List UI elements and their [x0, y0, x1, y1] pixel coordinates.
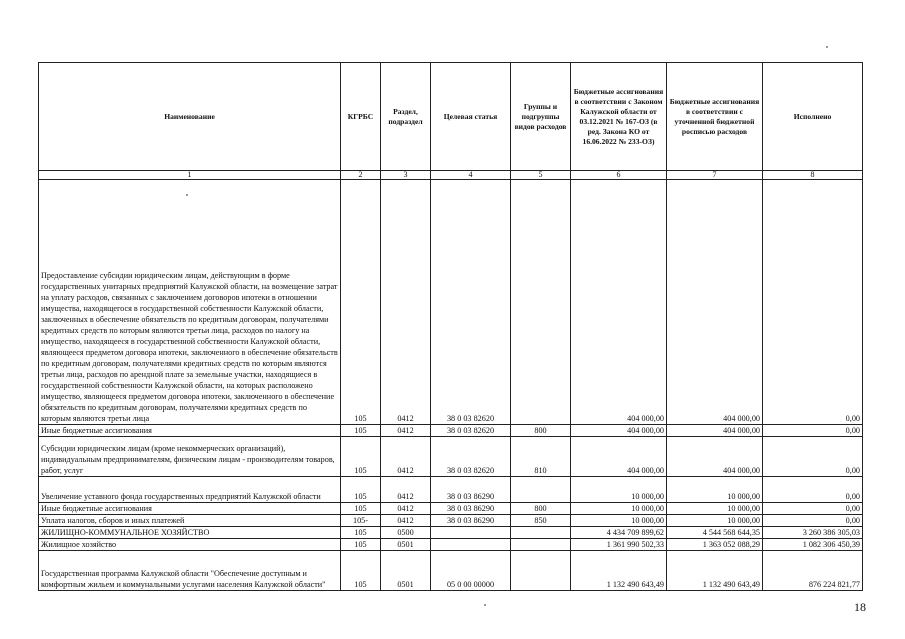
row-refined: 4 544 568 644,35: [667, 527, 763, 539]
budget-table: [38, 62, 863, 591]
column-number: 7: [667, 171, 763, 180]
row-done: 0,00: [763, 437, 863, 477]
row-law: 404 000,00: [571, 180, 667, 425]
row-name: ЖИЛИЩНО-КОММУНАЛЬНОЕ ХОЗЯЙСТВО: [39, 527, 341, 539]
row-name: Жилищное хозяйство: [39, 539, 341, 551]
row-refined: 404 000,00: [667, 425, 763, 437]
row-law: 10 000,00: [571, 503, 667, 515]
row-name: Предоставление субсидии юридическим лицам, действующим в форме государственных унитарных предприятий Калужской области, на возмещение затрат на уплату расходов, связанных с заключением договоров ипотеки в отношении имущества, находящегося в государственной собственности Калужской области, заключенных в обеспечение обязательств по кредитным договорам, получателями кредитных средств по которым являются третьи лица, расходов по налогу на имущество, находящееся в государственной собственности Калужской области, являющееся предметом договора ипотеки, заключенного в обеспечение обязательств по кредитным договорам, получателями кредитных средств по которым являются третьи лица, расходов по арендной плате за земельные участки, находящиеся в государственной собственности Калужской области, на которых расположено имущество, являющееся предметом договора ипотеки, заключенного в обеспечение обязательств по кредитным договорам, получателями кредитных средств по которым являются третьи лица: [39, 180, 341, 425]
row-name: Увеличение уставного фонда государственных предприятий Калужской области: [39, 477, 341, 503]
row-group: 850: [511, 515, 571, 527]
row-target: 38 0 03 86290: [431, 477, 511, 503]
row-done: 0,00: [763, 515, 863, 527]
header-section: Раздел, подраздел: [381, 63, 431, 171]
row-target: 38 0 03 86290: [431, 503, 511, 515]
row-law: 404 000,00: [571, 425, 667, 437]
column-number: 5: [511, 171, 571, 180]
row-done: 1 082 306 450,39: [763, 539, 863, 551]
row-name: Государственная программа Калужской области "Обеспечение доступным и комфортным жильем и коммунальными услугами населения Калужской области": [39, 551, 341, 591]
row-target: 38 0 03 86290: [431, 515, 511, 527]
row-done: 0,00: [763, 425, 863, 437]
row-law: 10 000,00: [571, 477, 667, 503]
row-group: [511, 551, 571, 591]
row-section: 0501: [381, 539, 431, 551]
row-section: 0500: [381, 527, 431, 539]
row-target: 38 0 03 82620: [431, 425, 511, 437]
row-section: 0412: [381, 425, 431, 437]
table-row: [39, 180, 863, 425]
row-group: 810: [511, 437, 571, 477]
row-law: 1 132 490 643,49: [571, 551, 667, 591]
table-row: [39, 477, 863, 503]
header-law-allocation: Бюджетные ассигнования в соответствии с Законом Калужской области от 03.12.2021 № 167-ОЗ (в ред. Закона КО от 16.06.2022 № 233-ОЗ): [571, 63, 667, 171]
table-row: [39, 503, 863, 515]
header-group: Группы и подгруппы видов расходов: [511, 63, 571, 171]
row-target: 05 0 00 00000: [431, 551, 511, 591]
row-refined: 404 000,00: [667, 180, 763, 425]
row-name: Субсидии юридическим лицам (кроме некоммерческих организаций), индивидуальным предпринимателям, физическим лицам - производителям товаров, работ, услуг: [39, 437, 341, 477]
table-row: [39, 551, 863, 591]
row-group: 800: [511, 503, 571, 515]
column-number: 1: [39, 171, 341, 180]
header-refined-allocation: Бюджетные ассигнования в соответствии с уточненной бюджетной росписью расходов: [667, 63, 763, 171]
page-number: 18: [854, 600, 866, 614]
row-section: 0412: [381, 180, 431, 425]
scan-speck: [826, 46, 828, 48]
row-section: 0412: [381, 477, 431, 503]
column-number: 6: [571, 171, 667, 180]
row-name: Уплата налогов, сборов и иных платежей: [39, 515, 341, 527]
table-row: [39, 527, 863, 539]
row-done: 0,00: [763, 477, 863, 503]
row-group: [511, 180, 571, 425]
row-target: [431, 527, 511, 539]
row-section: 0501: [381, 551, 431, 591]
column-number: 2: [341, 171, 381, 180]
row-section: 0412: [381, 515, 431, 527]
scan-speck: [484, 604, 486, 606]
row-target: 38 0 03 82620: [431, 180, 511, 425]
row-kgrbs: 105: [341, 551, 381, 591]
row-section: 0412: [381, 437, 431, 477]
row-law: 404 000,00: [571, 437, 667, 477]
column-number-row: [39, 171, 863, 180]
row-refined: 10 000,00: [667, 503, 763, 515]
table-row: [39, 539, 863, 551]
row-name: Иные бюджетные ассигнования: [39, 503, 341, 515]
row-kgrbs: 105: [341, 437, 381, 477]
row-law: 4 434 709 899,62: [571, 527, 667, 539]
row-kgrbs: 105: [341, 425, 381, 437]
table-row: [39, 425, 863, 437]
row-target: 38 0 03 82620: [431, 437, 511, 477]
row-kgrbs: 105: [341, 527, 381, 539]
header-kgrbs: КГРБС: [341, 63, 381, 171]
column-number: 3: [381, 171, 431, 180]
row-refined: 1 132 490 643,49: [667, 551, 763, 591]
row-done: 0,00: [763, 180, 863, 425]
header-executed: Исполнено: [763, 63, 863, 171]
table-row: [39, 515, 863, 527]
row-kgrbs: 105: [341, 539, 381, 551]
scan-speck: [186, 194, 188, 196]
row-refined: 404 000,00: [667, 437, 763, 477]
row-target: [431, 539, 511, 551]
row-kgrbs: 105: [341, 477, 381, 503]
header-target: Целевая статья: [431, 63, 511, 171]
row-group: [511, 527, 571, 539]
row-law: 10 000,00: [571, 515, 667, 527]
row-kgrbs: 105: [341, 503, 381, 515]
row-done: 3 260 386 305,03: [763, 527, 863, 539]
row-law: 1 361 990 502,33: [571, 539, 667, 551]
row-group: [511, 477, 571, 503]
row-refined: 10 000,00: [667, 477, 763, 503]
row-section: 0412: [381, 503, 431, 515]
row-kgrbs: 105: [341, 180, 381, 425]
row-name: Иные бюджетные ассигнования: [39, 425, 341, 437]
row-kgrbs: 105-: [341, 515, 381, 527]
column-number: 8: [763, 171, 863, 180]
header-name: Наименование: [39, 63, 341, 171]
row-refined: 1 363 052 088,29: [667, 539, 763, 551]
row-done: 876 224 821,77: [763, 551, 863, 591]
row-refined: 10 000,00: [667, 515, 763, 527]
header-row: [39, 63, 863, 171]
row-done: 0,00: [763, 503, 863, 515]
row-group: [511, 539, 571, 551]
row-group: 800: [511, 425, 571, 437]
table-row: [39, 437, 863, 477]
column-number: 4: [431, 171, 511, 180]
